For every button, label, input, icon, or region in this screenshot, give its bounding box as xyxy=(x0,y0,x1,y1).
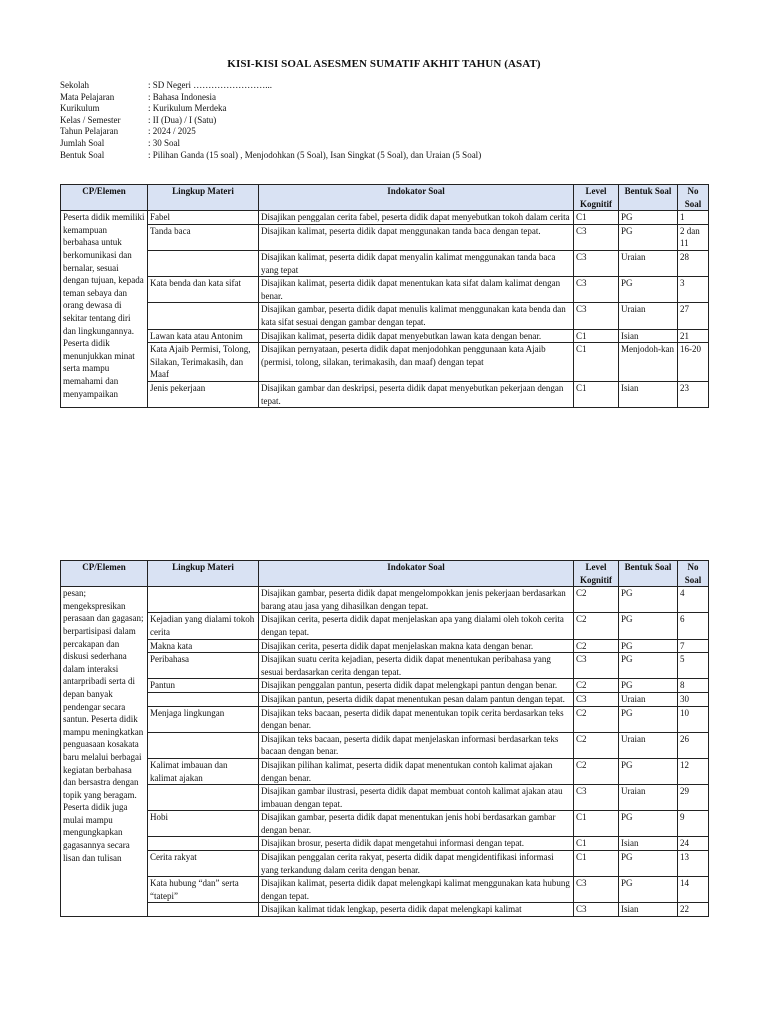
bentuk-soal-cell: Uraian xyxy=(619,692,678,706)
bentuk-soal-cell: PG xyxy=(619,706,678,732)
table-row xyxy=(61,639,709,653)
indikator-soal-cell: Disajikan penggalan cerita rakyat, peserta didik dapat mengidentifikasi informasi yang terkandung dalam cerita dengan benar. xyxy=(259,851,574,877)
lingkup-materi-cell: Kejadian yang dialami tokoh cerita xyxy=(148,613,259,639)
table-row xyxy=(61,613,709,639)
bentuk-soal-cell: Menjodoh-kan xyxy=(619,343,678,382)
level-kognitif-cell: C1 xyxy=(574,837,619,851)
no-soal-cell: 9 xyxy=(678,811,709,837)
header-cp-elemen: CP/Elemen xyxy=(61,185,148,211)
indikator-soal-cell: Disajikan brosur, peserta didik dapat mengetahui informasi dengan tepat. xyxy=(259,837,574,851)
lingkup-materi-cell: Cerita rakyat xyxy=(148,851,259,877)
meta-label: Kelas / Semester xyxy=(60,114,121,125)
header-level-kognitif: Level Kognitif xyxy=(574,561,619,587)
table-row xyxy=(61,381,709,407)
no-soal-cell: 1 xyxy=(678,211,709,225)
level-kognitif-cell: C2 xyxy=(574,758,619,784)
bentuk-soal-cell: PG xyxy=(619,811,678,837)
bentuk-soal-cell: PG xyxy=(619,758,678,784)
bentuk-soal-cell: Uraian xyxy=(619,250,678,276)
bentuk-soal-cell: PG xyxy=(619,877,678,903)
lingkup-materi-cell xyxy=(148,785,259,811)
indikator-soal-cell: Disajikan kalimat tidak lengkap, peserta didik dapat melengkapi kalimat xyxy=(259,903,574,917)
lingkup-materi-cell xyxy=(148,903,259,917)
table-row xyxy=(61,250,709,276)
bentuk-soal-cell: PG xyxy=(619,679,678,693)
bentuk-soal-cell: PG xyxy=(619,613,678,639)
lingkup-materi-cell xyxy=(148,587,259,613)
level-kognitif-cell: C1 xyxy=(574,811,619,837)
meta-value: : II (Dua) / I (Satu) xyxy=(148,114,217,125)
lingkup-materi-cell: Kata Ajaib Permisi, Tolong, Silakan, Terimakasih, dan Maaf xyxy=(148,343,259,382)
table-row xyxy=(61,277,709,303)
no-soal-cell: 13 xyxy=(678,851,709,877)
no-soal-cell: 12 xyxy=(678,758,709,784)
no-soal-cell: 22 xyxy=(678,903,709,917)
lingkup-materi-cell xyxy=(148,692,259,706)
cp-elemen-cell: Peserta didik memiliki kemampuan berbahasa untuk berkomunikasi dan bernalar, sesuai dengan tujuan, kepada teman sebaya dan orang dewasa di sekitar tentang diri dan lingkungannya. Peserta didik menunjukkan minat serta mampu memahami dan menyampaikan xyxy=(61,211,148,408)
lingkup-materi-cell: Pantun xyxy=(148,679,259,693)
level-kognitif-cell: C2 xyxy=(574,706,619,732)
level-kognitif-cell: C2 xyxy=(574,732,619,758)
no-soal-cell: 4 xyxy=(678,587,709,613)
indikator-soal-cell: Disajikan gambar dan deskripsi, peserta didik dapat menyebutkan pekerjaan dengan tepat. xyxy=(259,381,574,407)
table-row xyxy=(61,785,709,811)
indikator-soal-cell: Disajikan cerita, peserta didik dapat menjelaskan apa yang dialami oleh tokoh cerita dengan tepat. xyxy=(259,613,574,639)
bentuk-soal-cell: PG xyxy=(619,277,678,303)
level-kognitif-cell: C1 xyxy=(574,211,619,225)
table-row xyxy=(61,903,709,917)
header-level-kognitif: Level Kognitif xyxy=(574,185,619,211)
indikator-soal-cell: Disajikan cerita, peserta didik dapat menjelaskan makna kata dengan benar. xyxy=(259,639,574,653)
no-soal-cell: 21 xyxy=(678,329,709,343)
lingkup-materi-cell xyxy=(148,303,259,329)
table-row xyxy=(61,224,709,250)
kisi-kisi-table-1 xyxy=(60,184,709,408)
bentuk-soal-cell: PG xyxy=(619,639,678,653)
level-kognitif-cell: C2 xyxy=(574,639,619,653)
indikator-soal-cell: Disajikan suatu cerita kejadian, peserta didik dapat menentukan peribahasa yang sesuai berdasarkan cerita dengan tepat. xyxy=(259,653,574,679)
no-soal-cell: 29 xyxy=(678,785,709,811)
level-kognitif-cell: C3 xyxy=(574,224,619,250)
header-lingkup-materi: Lingkup Materi xyxy=(148,561,259,587)
no-soal-cell: 23 xyxy=(678,381,709,407)
level-kognitif-cell: C3 xyxy=(574,250,619,276)
meta-value: : Pilihan Ganda (15 soal) , Menjodohkan (5 Soal), Isan Singkat (5 Soal), dan Uraian (5 Soal) xyxy=(148,149,482,160)
indikator-soal-cell: Disajikan pantun, peserta didik dapat menentukan pesan dalam pantun dengan tepat. xyxy=(259,692,574,706)
indikator-soal-cell: Disajikan gambar ilustrasi, peserta didik dapat membuat contoh kalimat ajakan atau imbauan dengan tepat. xyxy=(259,785,574,811)
meta-label: Sekolah xyxy=(60,80,89,90)
no-soal-cell: 7 xyxy=(678,639,709,653)
header-lingkup-materi: Lingkup Materi xyxy=(148,185,259,211)
meta-row xyxy=(60,150,481,162)
level-kognitif-cell: C2 xyxy=(574,613,619,639)
no-soal-cell: 24 xyxy=(678,837,709,851)
level-kognitif-cell: C3 xyxy=(574,877,619,903)
bentuk-soal-cell: Isian xyxy=(619,903,678,917)
level-kognitif-cell: C2 xyxy=(574,587,619,613)
meta-label: Mata Pelajaran xyxy=(60,91,115,102)
no-soal-cell: 14 xyxy=(678,877,709,903)
lingkup-materi-cell: Tanda baca xyxy=(148,224,259,250)
indikator-soal-cell: Disajikan kalimat, peserta didik dapat menggunakan tanda baca dengan tepat. xyxy=(259,224,574,250)
meta-value: : Kurikulum Merdeka xyxy=(148,103,227,114)
header-no-soal: No Soal xyxy=(678,561,709,587)
lingkup-materi-cell: Fabel xyxy=(148,211,259,225)
bentuk-soal-cell: PG xyxy=(619,224,678,250)
meta-value: : SD Negeri ……………………... xyxy=(148,80,272,90)
indikator-soal-cell: Disajikan gambar, peserta didik dapat mengelompokkan jenis pekerjaan berdasarkan barang atau jasa yang dihasilkan dengan tepat. xyxy=(259,587,574,613)
no-soal-cell: 28 xyxy=(678,250,709,276)
table-header-row xyxy=(61,185,709,211)
meta-row xyxy=(60,92,481,104)
header-bentuk-soal: Bentuk Soal xyxy=(619,185,678,211)
meta-value: : 30 Soal xyxy=(148,137,181,148)
meta-row xyxy=(60,115,481,127)
no-soal-cell: 27 xyxy=(678,303,709,329)
bentuk-soal-cell: Uraian xyxy=(619,732,678,758)
level-kognitif-cell: C1 xyxy=(574,381,619,407)
no-soal-cell: 2 dan 11 xyxy=(678,224,709,250)
meta-label: Tahun Pelajaran xyxy=(60,126,119,137)
indikator-soal-cell: Disajikan gambar, peserta didik dapat menentukan jenis hobi berdasarkan gambar dengan benar. xyxy=(259,811,574,837)
level-kognitif-cell: C2 xyxy=(574,679,619,693)
no-soal-cell: 5 xyxy=(678,653,709,679)
lingkup-materi-cell: Kata hubung “dan” serta “tatepi” xyxy=(148,877,259,903)
table-row xyxy=(61,692,709,706)
indikator-soal-cell: Disajikan kalimat, peserta didik dapat melengkapi kalimat menggunakan kata hubung dengan tepat. xyxy=(259,877,574,903)
level-kognitif-cell: C1 xyxy=(574,343,619,382)
indikator-soal-cell: Disajikan penggalan cerita fabel, peserta didik dapat menyebutkan tokoh dalam cerita xyxy=(259,211,574,225)
indikator-soal-cell: Disajikan gambar, peserta didik dapat menulis kalimat menggunakan kata benda dan kata sifat sesuai dengan gambar dengan tepat. xyxy=(259,303,574,329)
lingkup-materi-cell: Hobi xyxy=(148,811,259,837)
bentuk-soal-cell: PG xyxy=(619,587,678,613)
meta-label: Bentuk Soal xyxy=(60,149,105,160)
table-row xyxy=(61,653,709,679)
header-indikator-soal: Indokator Soal xyxy=(259,185,574,211)
lingkup-materi-cell: Kalimat imbauan dan kalimat ajakan xyxy=(148,758,259,784)
table-row xyxy=(61,758,709,784)
level-kognitif-cell: C3 xyxy=(574,692,619,706)
table-row xyxy=(61,211,709,225)
bentuk-soal-cell: Isian xyxy=(619,381,678,407)
level-kognitif-cell: C3 xyxy=(574,303,619,329)
lingkup-materi-cell xyxy=(148,250,259,276)
no-soal-cell: 6 xyxy=(678,613,709,639)
lingkup-materi-cell: Kata benda dan kata sifat xyxy=(148,277,259,303)
table-row xyxy=(61,732,709,758)
header-indikator-soal: Indokator Soal xyxy=(259,561,574,587)
meta-row xyxy=(60,80,481,92)
meta-row xyxy=(60,138,481,150)
level-kognitif-cell: C3 xyxy=(574,653,619,679)
table-header-row xyxy=(61,561,709,587)
bentuk-soal-cell: PG xyxy=(619,851,678,877)
document-title: KISI-KISI SOAL ASESMEN SUMATIF AKHIT TAHUN (ASAT) xyxy=(227,58,541,70)
header-no-soal: No Soal xyxy=(678,185,709,211)
bentuk-soal-cell: Isian xyxy=(619,329,678,343)
lingkup-materi-cell xyxy=(148,732,259,758)
indikator-soal-cell: Disajikan teks bacaan, peserta didik dapat menjelaskan informasi berdasarkan teks bacaan dengan benar. xyxy=(259,732,574,758)
meta-label: Jumlah Soal xyxy=(60,137,105,148)
level-kognitif-cell: C1 xyxy=(574,851,619,877)
meta-value: : 2024 / 2025 xyxy=(148,126,196,137)
no-soal-cell: 3 xyxy=(678,277,709,303)
indikator-soal-cell: Disajikan penggalan pantun, peserta didik dapat melengkapi pantun dengan benar. xyxy=(259,679,574,693)
indikator-soal-cell: Disajikan pernyataan, peserta didik dapat menjodohkan penggunaan kata Ajaib (permisi, tolong, silakan, terimakasih, dan maaf) dengan tepat xyxy=(259,343,574,382)
meta-label: Kurikulum xyxy=(60,103,100,114)
level-kognitif-cell: C3 xyxy=(574,903,619,917)
level-kognitif-cell: C3 xyxy=(574,277,619,303)
meta-value: : Bahasa Indonesia xyxy=(148,91,216,102)
lingkup-materi-cell xyxy=(148,837,259,851)
table-row xyxy=(61,587,709,613)
lingkup-materi-cell: Lawan kata atau Antonim xyxy=(148,329,259,343)
no-soal-cell: 10 xyxy=(678,706,709,732)
table-row xyxy=(61,851,709,877)
header-bentuk-soal: Bentuk Soal xyxy=(619,561,678,587)
cp-elemen-cell: pesan; mengekspresikan perasaan dan gagasan; berpartisipasi dalam percakapan dan diskusi sederhana dalam interaksi antarpribadi serta di depan banyak pendengar secara santun. Peserta didik mampu meningkatkan penguasaan kosakata baru melalui berbagai kegiatan berbahasa dan bersastra dengan topik yang beragam. Peserta didik juga mulai mampu mengungkapkan gagasannya secara lisan dan tulisan xyxy=(61,587,148,917)
table-row xyxy=(61,811,709,837)
header-cp-elemen: CP/Elemen xyxy=(61,561,148,587)
bentuk-soal-cell: Uraian xyxy=(619,303,678,329)
lingkup-materi-cell: Menjaga lingkungan xyxy=(148,706,259,732)
bentuk-soal-cell: PG xyxy=(619,211,678,225)
meta-row xyxy=(60,103,481,115)
bentuk-soal-cell: PG xyxy=(619,653,678,679)
lingkup-materi-cell: Jenis pekerjaan xyxy=(148,381,259,407)
meta-row xyxy=(60,126,481,138)
indikator-soal-cell: Disajikan teks bacaan, peserta didik dapat menentukan topik cerita berdasarkan teks dengan benar. xyxy=(259,706,574,732)
table-row xyxy=(61,837,709,851)
no-soal-cell: 26 xyxy=(678,732,709,758)
lingkup-materi-cell: Peribahasa xyxy=(148,653,259,679)
level-kognitif-cell: C3 xyxy=(574,785,619,811)
no-soal-cell: 16-20 xyxy=(678,343,709,382)
document-meta xyxy=(60,80,481,161)
indikator-soal-cell: Disajikan kalimat, peserta didik dapat menyebutkan lawan kata dengan benar. xyxy=(259,329,574,343)
table-row xyxy=(61,679,709,693)
no-soal-cell: 8 xyxy=(678,679,709,693)
table-row xyxy=(61,343,709,382)
indikator-soal-cell: Disajikan kalimat, peserta didik dapat menyalin kalimat menggunakan tanda baca yang tepat xyxy=(259,250,574,276)
indikator-soal-cell: Disajikan kalimat, peserta didik dapat menentukan kata sifat dalam kalimat dengan benar. xyxy=(259,277,574,303)
lingkup-materi-cell: Makna kata xyxy=(148,639,259,653)
table-row xyxy=(61,329,709,343)
bentuk-soal-cell: Uraian xyxy=(619,785,678,811)
table-row xyxy=(61,706,709,732)
table-row xyxy=(61,877,709,903)
indikator-soal-cell: Disajikan pilihan kalimat, peserta didik dapat menentukan contoh kalimat ajakan dengan benar. xyxy=(259,758,574,784)
kisi-kisi-table-2 xyxy=(60,560,709,917)
no-soal-cell: 30 xyxy=(678,692,709,706)
bentuk-soal-cell: Isian xyxy=(619,837,678,851)
level-kognitif-cell: C1 xyxy=(574,329,619,343)
table-row xyxy=(61,303,709,329)
